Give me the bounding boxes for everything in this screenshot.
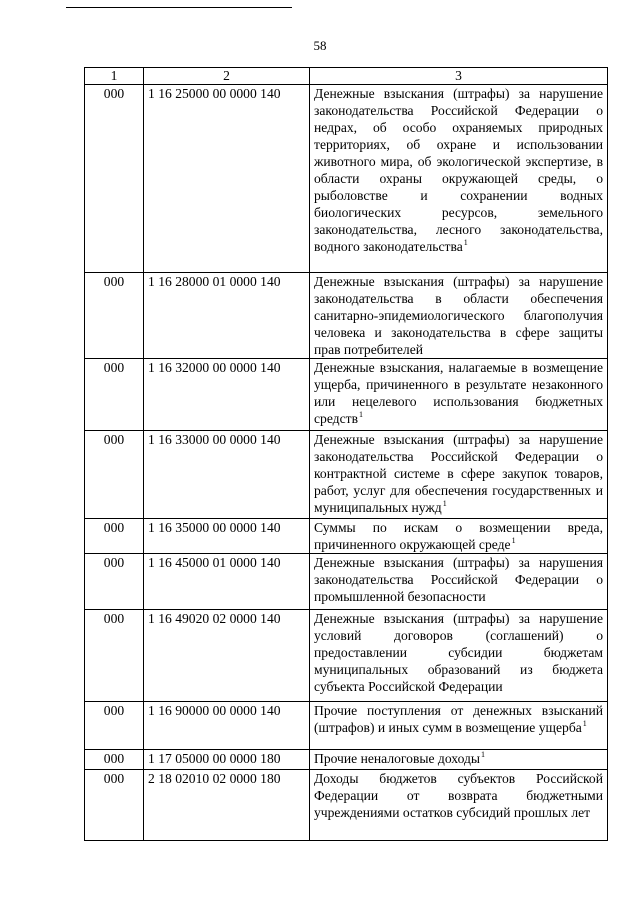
table-row — [85, 431, 608, 519]
table-row — [85, 554, 608, 610]
revenue-codes-table — [84, 67, 608, 841]
description-text: Суммы по искам о возмещении вреда, причиненного окружающей среде — [314, 520, 603, 552]
admin-code: 000 — [85, 702, 144, 750]
header-col-3: 3 — [310, 68, 608, 85]
table-row — [85, 770, 608, 841]
admin-code: 000 — [85, 554, 144, 610]
admin-code: 000 — [85, 431, 144, 519]
description-text: Денежные взыскания (штрафы) за нарушения законодательства Российской Федерации о промышленной безопасности — [314, 555, 603, 604]
admin-code: 000 — [85, 273, 144, 359]
footnote-mark: 1 — [442, 499, 447, 509]
admin-code: 000 — [85, 750, 144, 770]
top-rule — [66, 7, 292, 8]
description — [310, 750, 608, 770]
table-row — [85, 750, 608, 770]
table-row — [85, 273, 608, 359]
description-text: Денежные взыскания, налагаемые в возмещение ущерба, причиненного в результате незаконного или нецелевого использования бюджетных средств — [314, 360, 603, 426]
description — [310, 554, 608, 610]
description-text: Доходы бюджетов субъектов Российской Федерации от возврата бюджетными учреждениями остатков субсидий прошлых лет — [314, 771, 603, 820]
budget-code: 1 16 49020 02 0000 140 — [144, 610, 310, 702]
table-row — [85, 359, 608, 431]
budget-code: 1 16 45000 01 0000 140 — [144, 554, 310, 610]
description — [310, 770, 608, 841]
budget-code: 1 16 33000 00 0000 140 — [144, 431, 310, 519]
description — [310, 610, 608, 702]
footnote-mark: 1 — [582, 719, 587, 729]
table-row — [85, 702, 608, 750]
footnote-mark: 1 — [511, 536, 516, 546]
description — [310, 519, 608, 554]
footnote-mark: 1 — [481, 750, 486, 760]
table-row — [85, 519, 608, 554]
budget-code: 1 16 90000 00 0000 140 — [144, 702, 310, 750]
description-text: Денежные взыскания (штрафы) за нарушение законодательства в области обеспечения санитарно-эпидемиологического благополучия человека и законодательства в сфере защиты прав потребителей — [314, 274, 603, 357]
header-col-2: 2 — [144, 68, 310, 85]
budget-code: 1 16 28000 01 0000 140 — [144, 273, 310, 359]
description-text: Денежные взыскания (штрафы) за нарушение законодательства Российской Федерации о недрах, об особо охраняемых природных территориях, об охране и использовании животного мира, об экологической экспертизе, в области охраны окружающей среды, о рыболовстве и сохранении водных биологических ресурсов, земельного законодательства, лесного законодательства, водного законодательства — [314, 86, 603, 254]
table-row — [85, 610, 608, 702]
footnote-mark: 1 — [359, 410, 363, 420]
description-text: Прочие неналоговые доходы — [314, 751, 481, 766]
table-header-row — [85, 68, 608, 85]
description — [310, 85, 608, 273]
header-col-1: 1 — [85, 68, 144, 85]
budget-code: 2 18 02010 02 0000 180 — [144, 770, 310, 841]
description — [310, 431, 608, 519]
page-number: 58 — [313, 38, 327, 53]
footnote-mark: 1 — [463, 238, 468, 248]
description — [310, 702, 608, 750]
budget-code: 1 16 32000 00 0000 140 — [144, 359, 310, 431]
budget-code: 1 17 05000 00 0000 180 — [144, 750, 310, 770]
admin-code: 000 — [85, 359, 144, 431]
description-text: Денежные взыскания (штрафы) за нарушение законодательства Российской Федерации о контрактной системе в сфере закупок товаров, работ, услуг для обеспечения государственных и муниципальных нужд — [314, 432, 603, 515]
description-text: Прочие поступления от денежных взысканий (штрафов) и иных сумм в возмещение ущерба — [314, 703, 603, 735]
description — [310, 359, 608, 431]
description-text: Денежные взыскания (штрафы) за нарушение условий договоров (соглашений) о предоставлении субсидии бюджетам муниципальных образований из бюджета субъекта Российской Федерации — [314, 611, 603, 694]
admin-code: 000 — [85, 519, 144, 554]
admin-code: 000 — [85, 85, 144, 273]
budget-code: 1 16 25000 00 0000 140 — [144, 85, 310, 273]
admin-code: 000 — [85, 610, 144, 702]
table-row — [85, 85, 608, 273]
budget-code: 1 16 35000 00 0000 140 — [144, 519, 310, 554]
description — [310, 273, 608, 359]
admin-code: 000 — [85, 770, 144, 841]
